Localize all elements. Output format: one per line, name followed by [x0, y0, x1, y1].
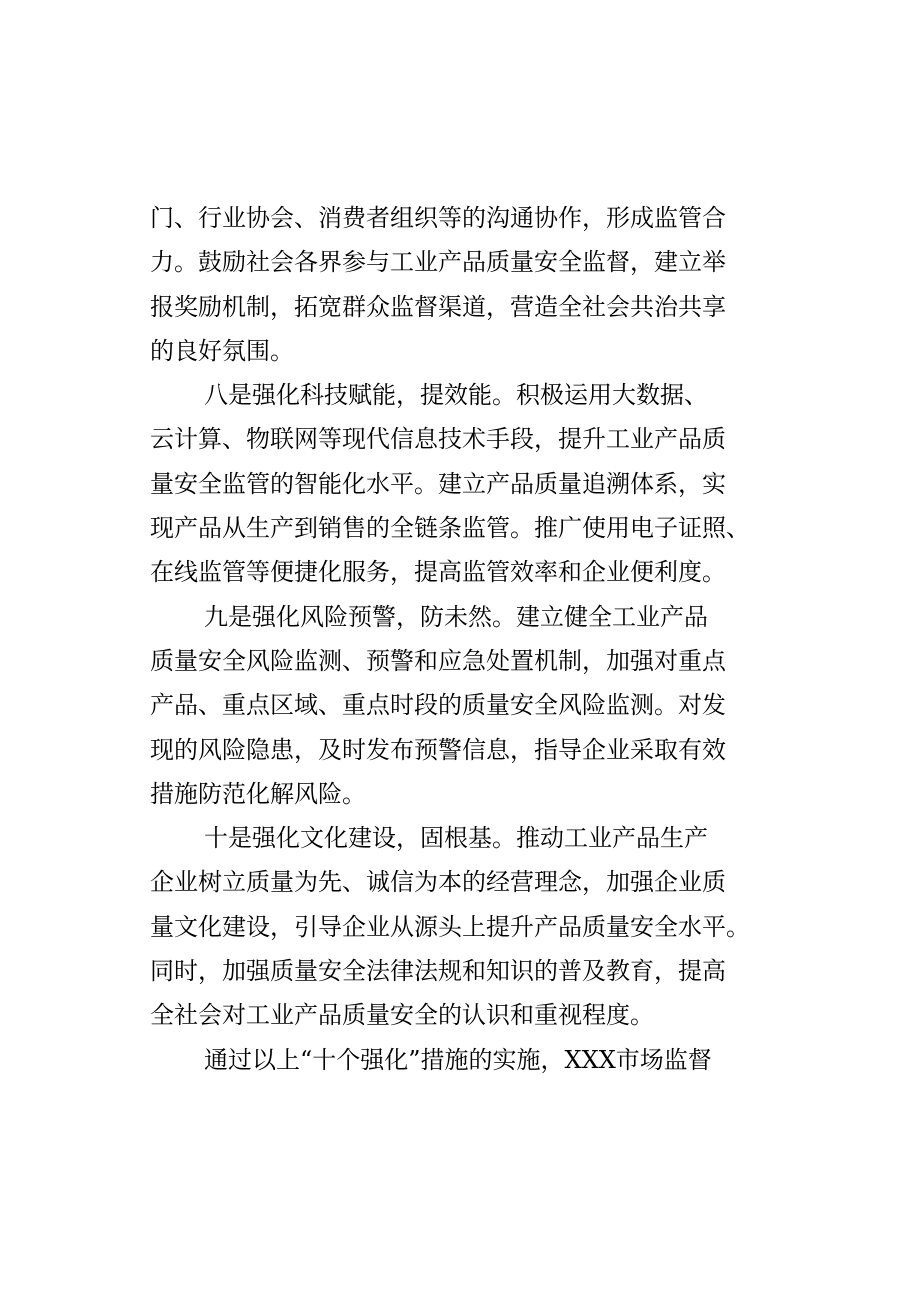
text-line: 的良好氛围。 — [150, 336, 294, 365]
text-line: 全社会对工业产品质量安全的认识和重视程度。 — [150, 1001, 654, 1030]
text-line: 产品、重点区域、重点时段的质量安全风险监测。对发 — [150, 691, 726, 720]
paragraph-heading-line: 九是强化风险预警，防未然。建立健全工业产品 — [204, 602, 708, 631]
text-line: 量文化建设，引导企业从源头上提升产品质量安全水平。 — [150, 912, 750, 941]
text-line: 量安全监管的智能化水平。建立产品质量追溯体系，实 — [150, 469, 726, 498]
body-text — [150, 196, 790, 1082]
text-line: 企业树立质量为先、诚信为本的经营理念，加强企业质 — [150, 868, 726, 897]
text-line: 在线监管等便捷化服务，提高监管效率和企业便利度。 — [150, 558, 726, 587]
text-line: 云计算、物联网等现代信息技术手段，提升工业产品质 — [150, 425, 726, 454]
text-line: 现产品从生产到销售的全链条监管。推广使用电子证照、 — [150, 514, 750, 543]
text-line: 同时，加强质量安全法律法规和知识的普及教育，提高 — [150, 957, 726, 986]
text-line: 报奖励机制，拓宽群众监督渠道，营造全社会共治共享 — [150, 292, 726, 321]
text-line: 措施防范化解风险。 — [150, 779, 366, 808]
text-line: 力。鼓励社会各界参与工业产品质量安全监督，建立举 — [150, 248, 726, 277]
paragraph-heading-line: 通过以上“十个强化”措施的实施，XXX市场监督 — [204, 1045, 712, 1074]
text-line: 门、行业协会、消费者组织等的沟通协作，形成监管合 — [150, 204, 726, 232]
text-line: 质量安全风险监测、预警和应急处置机制，加强对重点 — [150, 646, 726, 675]
text-line: 现的风险隐患，及时发布预警信息，指导企业采取有效 — [150, 735, 726, 764]
paragraph-heading-line: 十是强化文化建设，固根基。推动工业产品生产 — [204, 824, 708, 853]
paragraph-heading-line: 八是强化科技赋能，提效能。积极运用大数据、 — [204, 381, 708, 410]
